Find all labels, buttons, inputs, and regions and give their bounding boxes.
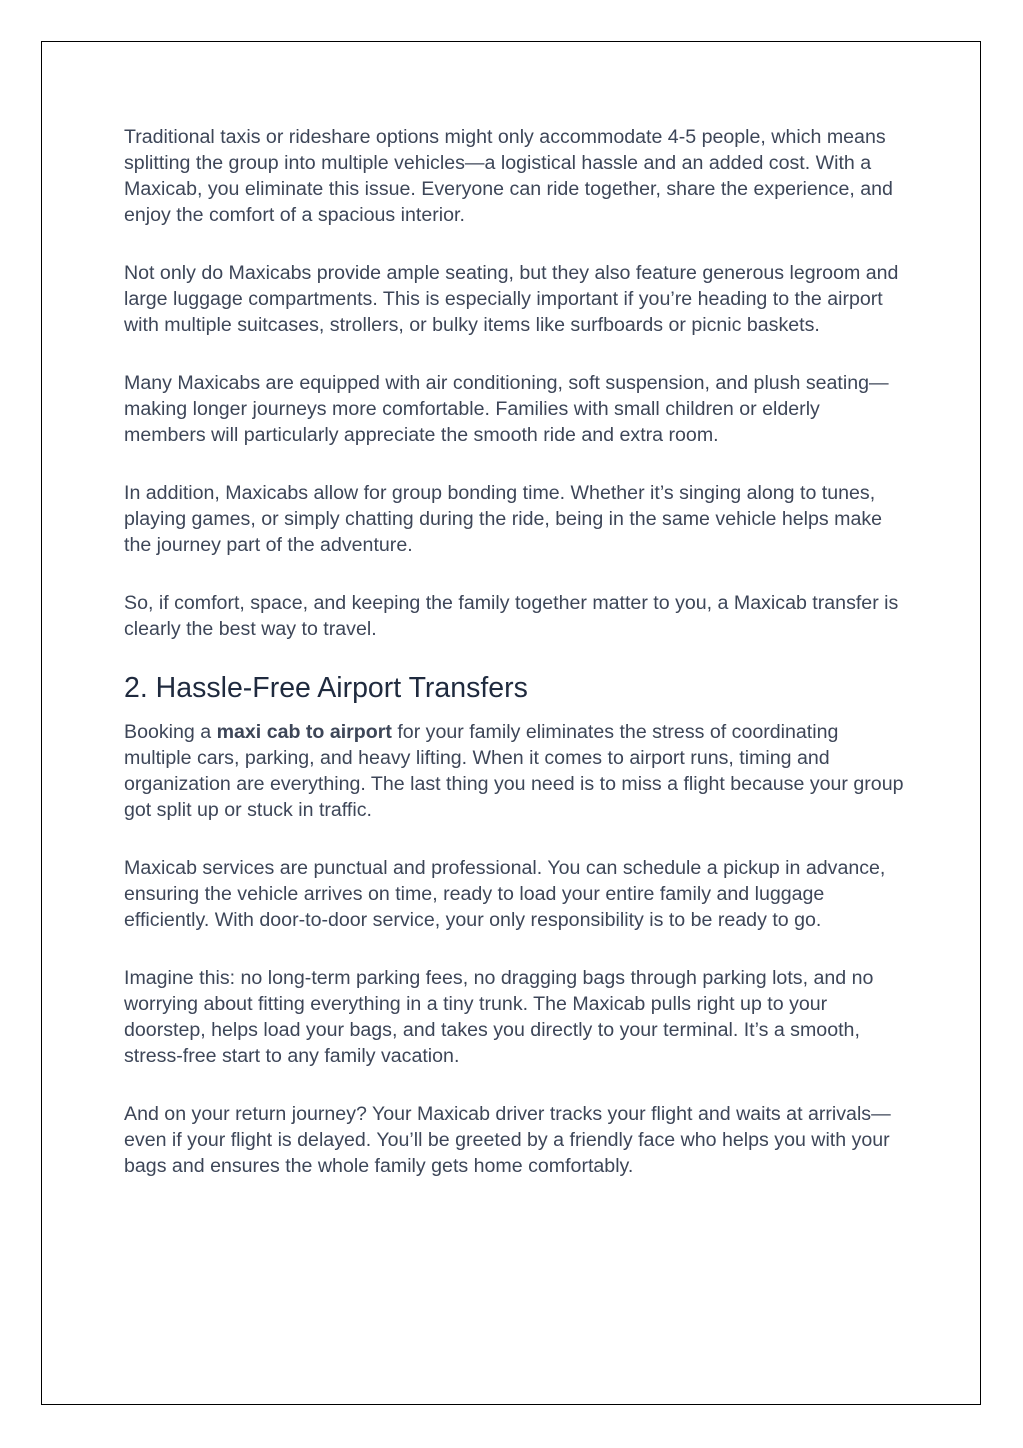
paragraph: Not only do Maxicabs provide ample seating, but they also feature generous legroom and large luggage compartments. This is especially important if you’re heading to the airport with multiple suitcases, strollers, or bulky items like surfboards or picnic baskets. xyxy=(124,262,899,336)
section-heading: 2. Hassle-Free Airport Transfers xyxy=(124,672,528,704)
paragraph: Maxicab services are punctual and professional. You can schedule a pickup in advance, ensuring the vehicle arrives on time, ready to load your entire family and luggage efficiently. With door-to-door service, your only responsibility is to be ready to go. xyxy=(124,857,886,931)
paragraph: Traditional taxis or rideshare options might only accommodate 4-5 people, which means splitting the group into multiple vehicles—a logistical hassle and an added cost. With a Maxicab, you eliminate this issue. Everyone can ride together, share the experience, and enjoy the comfort of a spacious interior. xyxy=(124,126,893,226)
paragraph: So, if comfort, space, and keeping the family together matter to you, a Maxicab transfer is clearly the best way to travel. xyxy=(124,592,899,640)
paragraph: And on your return journey? Your Maxicab driver tracks your flight and waits at arrivals—even if your flight is delayed. You’ll be greeted by a friendly face who helps you with your bags and ensures the whole family gets home comfortably. xyxy=(124,1103,891,1177)
paragraph: Imagine this: no long-term parking fees, no dragging bags through parking lots, and no worrying about fitting everything in a tiny trunk. The Maxicab pulls right up to your doorstep, helps load your bags, and takes you directly to your terminal. It’s a smooth, stress-free start to any family vacation. xyxy=(124,967,874,1067)
paragraph: In addition, Maxicabs allow for group bonding time. Whether it’s singing along to tunes, playing games, or simply chatting during the ride, being in the same vehicle helps make the journey part of the adventure. xyxy=(124,482,883,556)
document-body xyxy=(124,124,904,1211)
paragraph: Many Maxicabs are equipped with air conditioning, soft suspension, and plush seating—making longer journeys more comfortable. Families with small children or elderly members will particularly appreciate the smooth ride and extra room. xyxy=(124,372,889,446)
intro-text-after: for your family eliminates the stress of coordinating multiple cars, parking, and heavy lifting. When it comes to airport runs, timing and organization are everything. The last thing you need is to miss a flight because your group got split up or stuck in traffic. xyxy=(124,721,904,821)
intro-text-before: Booking a xyxy=(124,721,217,743)
section-intro-paragraph xyxy=(124,719,904,823)
intro-bold-keyword: maxi cab to airport xyxy=(216,721,392,743)
